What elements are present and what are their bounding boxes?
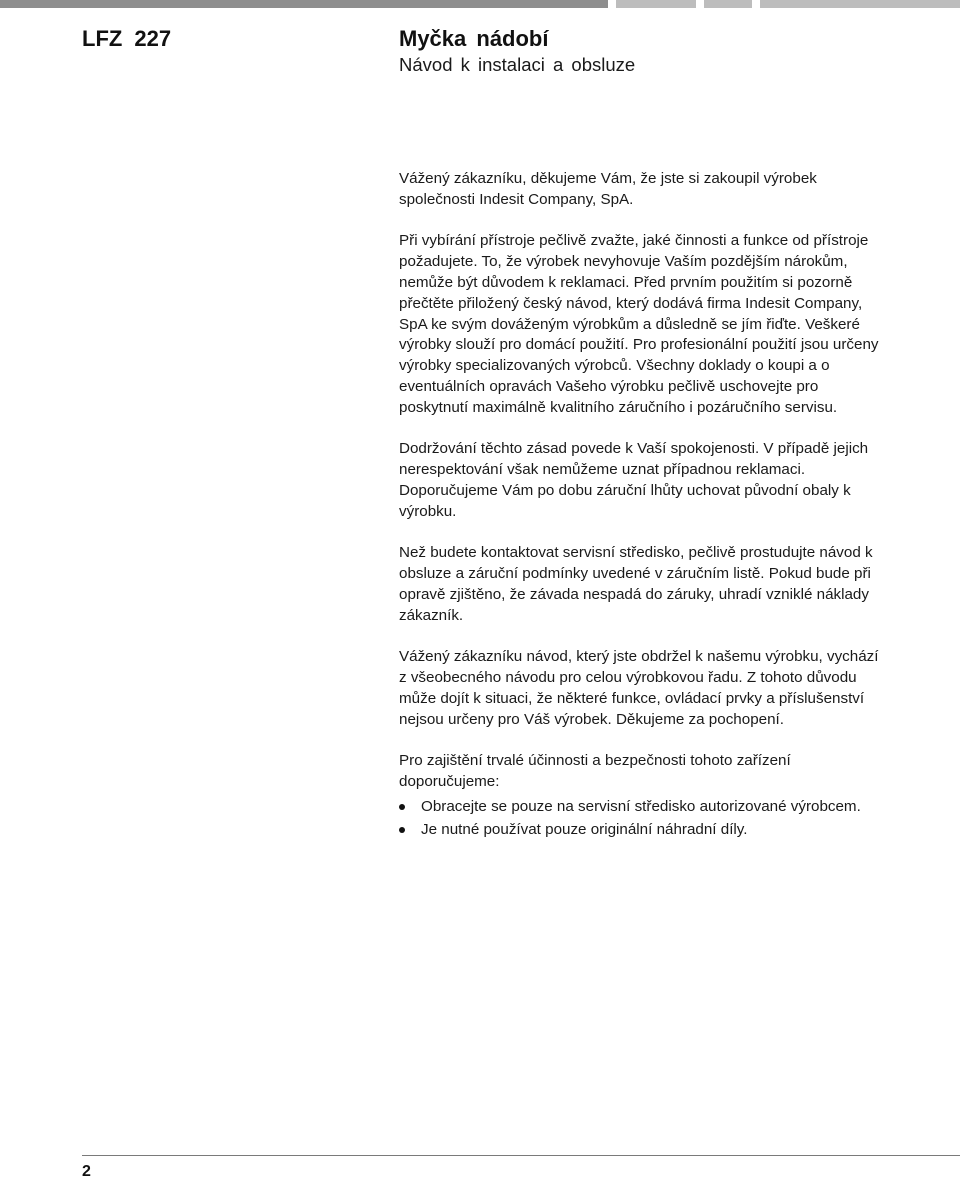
bullet-icon [399,827,405,833]
list-item-text: Je nutné používat pouze originální náhradní díly. [421,820,748,838]
list-item [399,820,889,841]
paragraph-general-manual: Vážený zákazníku návod, který jste obdržel k našemu výrobku, vychází z všeobecného návodu pro celou výrobkovou řadu. Z tohoto důvodu může dojít k situaci, že některé funkce, ovládací prvky a příslušenství nejsou určeny pro Váš výrobek. Děkujeme za pochopení. [399,648,879,728]
model-number: LFZ 227 [82,26,172,51]
top-color-bar [0,0,960,8]
paragraph-compliance: Dodržování těchto zásad povede k Vaší spokojenosti. V případě jejich nerespektování však nemůžeme uznat případnou reklamaci. Doporučujeme Vám po dobu záruční lhůty uchovat původní obaly k výrobku. [399,440,869,520]
main-text [399,169,889,843]
top-bar-segment [760,0,960,8]
top-bar-segment [0,0,608,8]
top-bar-segment [704,0,752,8]
paragraph-recommendation: Pro zajištění trvalé účinnosti a bezpečnosti tohoto zařízení doporučujeme: [399,752,791,791]
bullet-icon [399,804,405,810]
list-item-text: Obracejte se pouze na servisní středisko autorizované výrobcem. [421,797,861,815]
top-bar-segment [616,0,696,8]
page-subtitle: Návod k instalaci a obsluze [399,54,636,75]
recommendation-list [399,797,889,841]
paragraph-greeting: Vážený zákazníku, děkujeme Vám, že jste si zakoupil výrobek společnosti Indesit Company, SpA. [399,170,817,208]
paragraph-selection: Při vybírání přístroje pečlivě zvažte, jaké činnosti a funkce od přístroje požadujete. To, že výrobek nevyhovuje Vaším pozdějším nárokům, nemůže být důvodem k reklamaci. Před prvním použitím si pozorně přečtěte přiložený český návod, který dodává firma Indesit Company, SpA ke svým dováženým výrobkům a důsledně se jím řiďte. Veškeré výrobky slouží pro domácí použití. Pro profesionální použití jsou určeny výrobky specializovaných výrobců. Všechny doklady o koupi a o eventuálních opravách Vašeho výrobku pečlivě uschovejte pro poskytnutí maximálně kvalitního záručního i pozáručního servisu. [399,232,879,416]
page-title: Myčka nádobí [399,26,549,51]
footer-divider [82,1155,960,1156]
list-item [399,797,889,818]
page-number: 2 [82,1163,91,1180]
paragraph-service: Než budete kontaktovat servisní středisko, pečlivě prostudujte návod k obsluze a záruční podmínky uvedené v záručním listě. Pokud bude při opravě zjištěno, že závada nespadá do záruky, uhradí vzniklé náklady zákazník. [399,544,873,624]
